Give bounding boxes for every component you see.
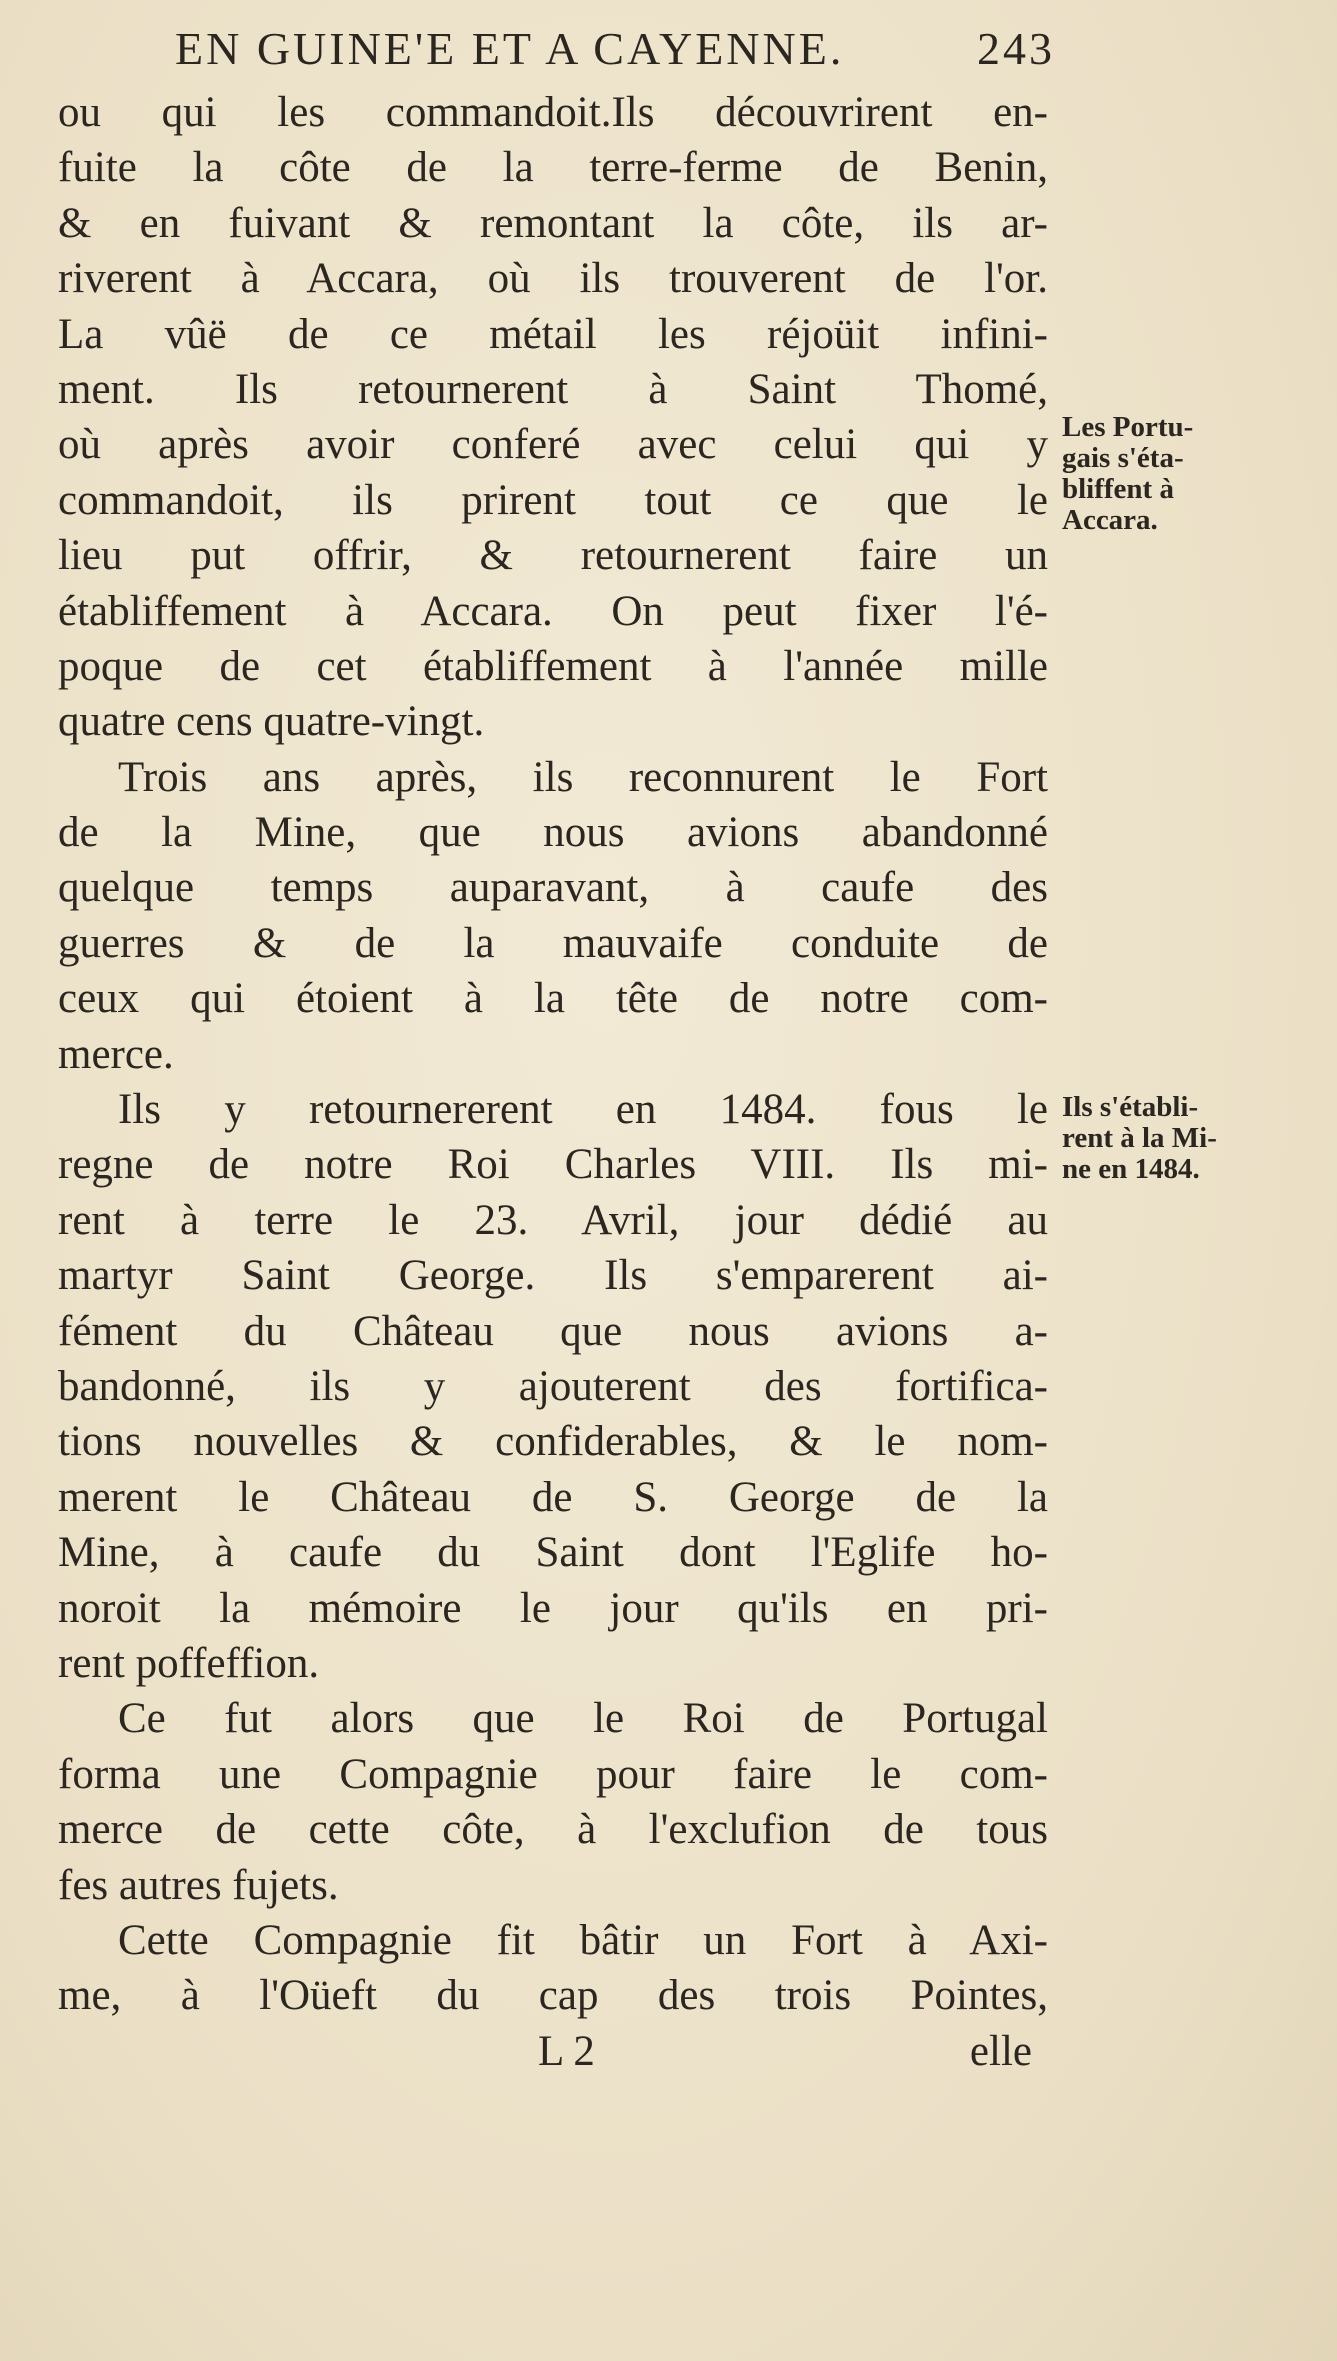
text-line: de la Mine, que nous avions abandonné	[58, 809, 1048, 857]
text-line: me, à l'Oüeft du cap des trois Pointes,	[58, 1972, 1048, 2020]
text-line: La vûë de ce métail les réjoüit infini-	[58, 310, 1048, 358]
margin-note-line: Accara.	[1062, 504, 1158, 536]
text-line: guerres & de la mauvaife conduite de	[58, 919, 1048, 967]
text-line: lieu put offrir, & retournerent faire un	[58, 532, 1048, 580]
text-line: fément du Château que nous avions a-	[58, 1307, 1048, 1355]
text-line: martyr Saint George. Ils s'emparerent ai-	[58, 1252, 1048, 1300]
margin-note-accara	[1062, 412, 1287, 536]
margin-note-line: gais s'éta-	[1062, 442, 1184, 474]
margin-note-line: ne en 1484.	[1062, 1153, 1200, 1185]
text-line: poque de cet établiffement à l'année mille	[58, 642, 1048, 690]
text-line: fuite la côte de la terre-ferme de Benin,	[58, 144, 1048, 192]
text-line: ceux qui étoient à la tête de notre com-	[58, 975, 1048, 1023]
text-line: forma une Compagnie pour faire le com-	[58, 1750, 1048, 1798]
text-line: merent le Château de S. George de la	[58, 1473, 1048, 1521]
text-line: rent à terre le 23. Avril, jour dédié au	[58, 1196, 1048, 1244]
text-line: Ce fut alors que le Roi de Portugal	[118, 1695, 1048, 1743]
text-line: commandoit, ils prirent tout ce que le	[58, 476, 1048, 524]
text-line: bandonné, ils y ajouterent des fortifica-	[58, 1362, 1048, 1410]
page-footer	[58, 2027, 1048, 2083]
text-line: Cette Compagnie fit bâtir un Fort à Axi-	[118, 1916, 1048, 1964]
page-number: 243	[977, 23, 1055, 74]
text-line: regne de notre Roi Charles VIII. Ils mi-	[58, 1141, 1048, 1189]
text-line: quelque temps auparavant, à caufe des	[58, 864, 1048, 912]
text-line: ment. Ils retournerent à Saint Thomé,	[58, 365, 1048, 413]
body-text	[58, 85, 1048, 2024]
text-line: Mine, à caufe du Saint dont l'Eglife ho-	[58, 1529, 1048, 1577]
text-line: quatre cens quatre-vingt.	[58, 698, 485, 746]
text-line: Ils y retournererent en 1484. fous le	[118, 1086, 1048, 1134]
catchword: elle	[969, 2028, 1032, 2075]
running-header	[175, 22, 1055, 75]
text-line: fes autres fujets.	[58, 1861, 339, 1909]
margin-note-line: rent à la Mi-	[1062, 1122, 1217, 1154]
text-line: tions nouvelles & confiderables, & le nom-	[58, 1418, 1048, 1466]
text-line: ou qui les commandoit.Ils découvrirent en-	[58, 89, 1048, 136]
text-line: établiffement à Accara. On peut fixer l'é-	[58, 587, 1048, 635]
text-line: riverent à Accara, où ils trouverent de l'or.	[58, 255, 1048, 303]
text-line: rent poffeffion.	[58, 1639, 320, 1687]
text-line: merce.	[58, 1030, 174, 1078]
text-line: merce de cette côte, à l'exclufion de tous	[58, 1806, 1048, 1854]
text-line: & en fuivant & remontant la côte, ils ar-	[58, 199, 1048, 247]
text-line: Trois ans après, ils reconnurent le Fort	[118, 753, 1048, 801]
margin-note-line: bliffent à	[1062, 473, 1174, 505]
text-line: où après avoir conferé avec celui qui y	[58, 421, 1048, 469]
margin-note-line: Ils s'établi-	[1062, 1091, 1199, 1123]
running-title: EN GUINE'E ET A CAYENNE.	[175, 23, 845, 74]
margin-note-mine	[1062, 1092, 1287, 1185]
margin-note-line: Les Portu-	[1062, 411, 1194, 443]
text-line: noroit la mémoire le jour qu'ils en pri-	[58, 1584, 1048, 1632]
signature-mark: L 2	[538, 2028, 595, 2075]
